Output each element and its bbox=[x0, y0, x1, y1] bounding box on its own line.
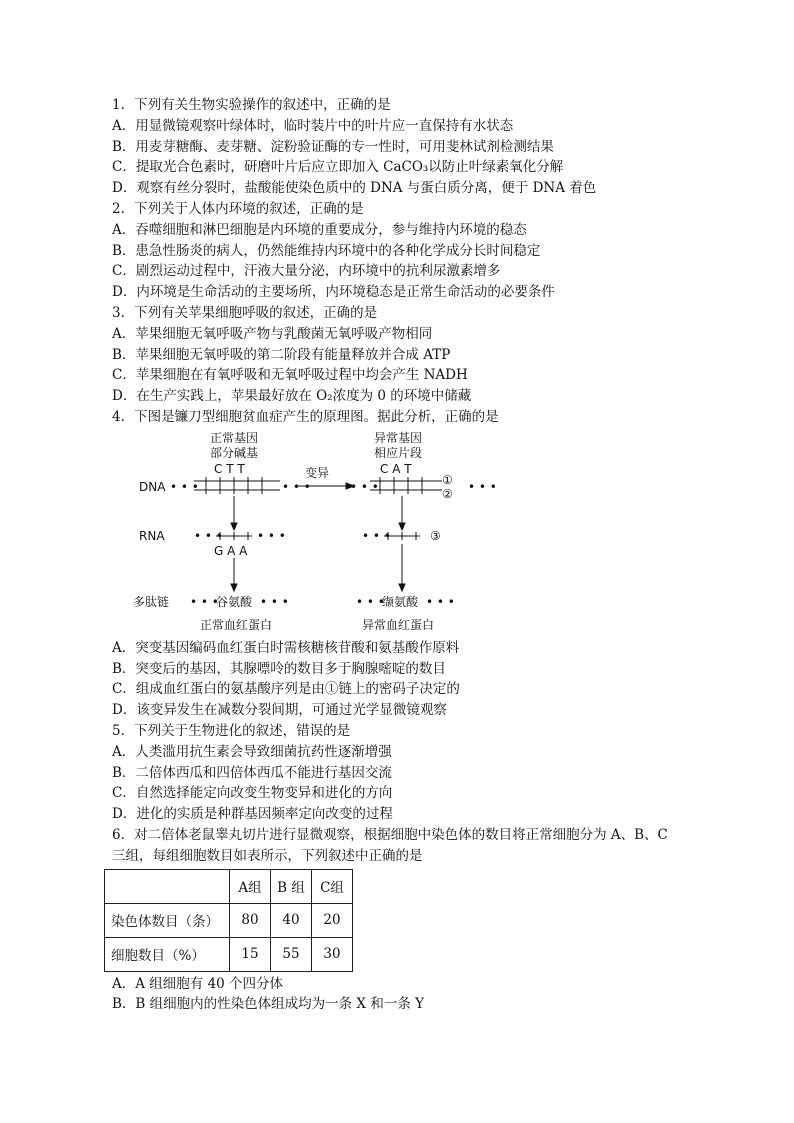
normal-gene-label: 正常基因 bbox=[210, 430, 259, 445]
question-4 bbox=[112, 407, 712, 721]
question-stem: 5．下列关于生物进化的叙述，错误的是 bbox=[112, 722, 351, 739]
option-b: B．B 组细胞内的性染色体组成均为一条 X 和一条 Y bbox=[112, 996, 425, 1013]
rna-dots-mid: • • • bbox=[257, 528, 286, 543]
question-1 bbox=[112, 95, 712, 199]
option-a: A．用显微镜观察叶绿体时，临时装片中的叶片应一直保持有水状态 bbox=[112, 117, 514, 134]
option-b: B．二倍体西瓜和四倍体西瓜不能进行基因交流 bbox=[112, 764, 392, 781]
abnormal-bases: C A T bbox=[380, 461, 412, 476]
row-label: 细胞数目（%） bbox=[105, 937, 230, 971]
sickle-cell-diagram bbox=[112, 428, 712, 638]
rna-label: RNA bbox=[139, 528, 165, 543]
dna-dots-left: • • • bbox=[170, 479, 199, 494]
peptide-dots-right: • • • bbox=[426, 594, 455, 609]
option-c: C．剧烈运动过程中，汗液大量分泌，内环境中的抗利尿激素增多 bbox=[112, 263, 501, 280]
table-header-row bbox=[105, 869, 353, 903]
peptide-dots-right-left: • • • bbox=[356, 594, 385, 609]
option-d: D．观察有丝分裂时，盐酸能使染色质中的 DNA 与蛋白质分离，便于 DNA 着色 bbox=[112, 180, 597, 197]
option-b: B．突变后的基因，其腺嘌呤的数目多于胸腺嘧啶的数目 bbox=[112, 660, 446, 677]
option-d: D．在生产实践上，苹果最好放在 O₂浓度为 0 的环境中储藏 bbox=[112, 388, 472, 405]
option-a: A．苹果细胞无氧呼吸产物与乳酸菌无氧呼吸产物相同 bbox=[112, 325, 433, 342]
peptide-label: 多肽链 bbox=[133, 594, 170, 609]
option-c: C．提取光合色素时，研磨叶片后应立即加入 CaCO₃以防止叶绿素氧化分解 bbox=[112, 159, 564, 176]
option-d: D．该变异发生在减数分裂间期，可通过光学显微镜观察 bbox=[112, 702, 447, 719]
question-stem: 3．下列有关苹果细胞呼吸的叙述，正确的是 bbox=[112, 304, 378, 321]
translation-arrow-abnormal bbox=[399, 544, 405, 591]
header-group-b: B 组 bbox=[271, 869, 312, 903]
normal-dna-double-strand bbox=[194, 477, 280, 494]
table-cell: 30 bbox=[312, 937, 353, 971]
option-c: C．自然选择能定向改变生物变异和进化的方向 bbox=[112, 785, 393, 802]
rna-dots-right-left: • • • bbox=[362, 528, 391, 543]
question-3 bbox=[112, 303, 712, 407]
mutation-label: 变异 bbox=[305, 465, 330, 480]
table-corner-cell bbox=[105, 869, 230, 903]
question-stem: 4．下图是镰刀型细胞贫血症产生的原理图。据此分析，正确的是 bbox=[112, 408, 499, 425]
normal-bases: C T T bbox=[214, 461, 245, 476]
header-group-c: C组 bbox=[312, 869, 353, 903]
table-cell: 80 bbox=[230, 903, 271, 937]
question-stem: 1．下列有关生物实验操作的叙述中，正确的是 bbox=[112, 97, 391, 113]
question-6 bbox=[112, 825, 712, 1015]
translation-arrow-normal bbox=[231, 558, 237, 591]
transcription-arrow-normal bbox=[231, 496, 237, 530]
option-a: A．突变基因编码血红蛋白时需核糖核苷酸和氨基酸作原料 bbox=[112, 639, 460, 656]
strand-1-marker: ① bbox=[442, 472, 453, 487]
option-c: C．苹果细胞在有氧呼吸和无氧呼吸过程中均会产生 NADH bbox=[112, 367, 468, 384]
exam-page bbox=[112, 95, 712, 1015]
dna-dots-right-left: • • • bbox=[350, 479, 379, 494]
table-cell: 15 bbox=[230, 937, 271, 971]
abnormal-amino-acid: 缬氨酸 bbox=[382, 594, 419, 609]
dna-label: DNA bbox=[139, 479, 166, 494]
option-b: B．用麦芽糖酶、麦芽糖、淀粉验证酶的专一性时，可用斐林试剂检测结果 bbox=[112, 138, 554, 155]
normal-gene-sublabel: 部分碱基 bbox=[210, 445, 259, 460]
normal-protein-label: 正常血红蛋白 bbox=[200, 617, 273, 632]
normal-amino-acid: 谷氨酸 bbox=[216, 594, 253, 609]
strand-2-marker: ② bbox=[442, 486, 453, 501]
peptide-dots-left: • • • bbox=[190, 594, 219, 609]
option-a: A．A 组细胞有 40 个四分体 bbox=[112, 975, 284, 992]
option-a: A．人类滥用抗生素会导致细菌抗药性逐渐增强 bbox=[112, 743, 392, 760]
table-cell: 40 bbox=[271, 903, 312, 937]
abnormal-gene-sublabel: 相应片段 bbox=[374, 445, 423, 460]
option-c: C．组成血红蛋白的氨基酸序列是由①链上的密码子决定的 bbox=[112, 681, 460, 698]
question-5 bbox=[112, 721, 712, 825]
abnormal-dna-double-strand bbox=[370, 477, 442, 494]
chromosome-table bbox=[104, 869, 353, 972]
strand-3-marker: ③ bbox=[430, 528, 441, 543]
header-group-a: A组 bbox=[230, 869, 271, 903]
rna-dots-left: • • • bbox=[194, 528, 223, 543]
option-d: D．内环境是生命活动的主要场所，内环境稳态是正常生命活动的必要条件 bbox=[112, 284, 555, 301]
abnormal-protein-label: 异常血红蛋白 bbox=[362, 617, 435, 632]
question-stem: 2．下列关于人体内环境的叙述，正确的是 bbox=[112, 200, 364, 217]
rna-bases: G A A bbox=[214, 543, 248, 558]
dna-dots-mid: • • • bbox=[282, 479, 311, 494]
table-row bbox=[105, 903, 353, 937]
transcription-arrow-abnormal bbox=[399, 496, 405, 530]
option-b: B．患急性肠炎的病人，仍然能维持内环境中的各种化学成分长时间稳定 bbox=[112, 242, 541, 259]
option-d: D．进化的实质是种群基因频率定向改变的过程 bbox=[112, 806, 393, 823]
table-cell: 55 bbox=[271, 937, 312, 971]
peptide-dots-mid: • • • bbox=[260, 594, 289, 609]
abnormal-gene-label: 异常基因 bbox=[374, 430, 423, 445]
option-a: A．吞噬细胞和淋巴细胞是内环境的重要成分，参与维持内环境的稳态 bbox=[112, 221, 527, 238]
question-stem-continued: 三组，每组细胞数目如表所示，下列叙述中正确的是 bbox=[112, 847, 423, 864]
dna-dots-far-right: • • • bbox=[468, 479, 497, 494]
row-label: 染色体数目（条） bbox=[105, 903, 230, 937]
option-b: B．苹果细胞无氧呼吸的第二阶段有能量释放并合成 ATP bbox=[112, 346, 451, 363]
question-stem: 6．对二倍体老鼠睾丸切片进行显微观察，根据细胞中染色体的数目将正常细胞分为 A、B、C bbox=[112, 826, 668, 843]
table-cell: 20 bbox=[312, 903, 353, 937]
table-row bbox=[105, 937, 353, 971]
question-2 bbox=[112, 199, 712, 303]
